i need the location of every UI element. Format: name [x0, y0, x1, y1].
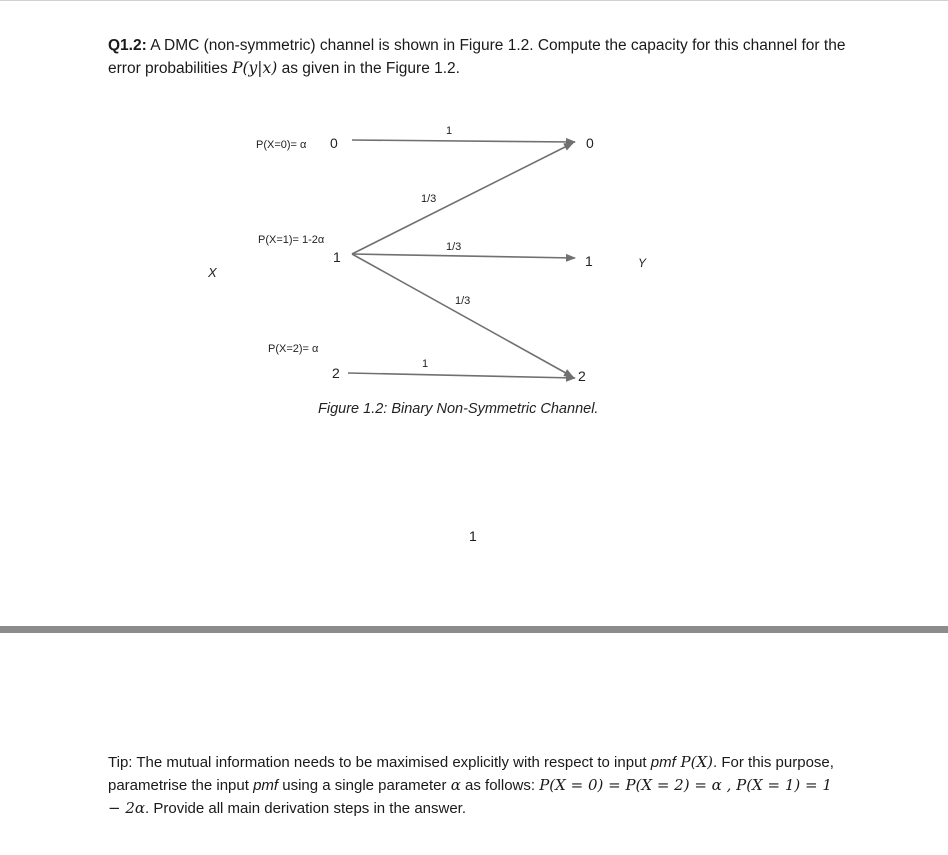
edge-label-2-2: 1 — [422, 358, 429, 370]
output-symbol-0: 0 — [586, 135, 594, 151]
input-prob-0: P(X=0)= α — [256, 139, 307, 151]
edge-label-0-0: 1 — [446, 125, 453, 137]
edge-label-1-1: 1/3 — [446, 241, 462, 253]
question-math: P(y|x) — [232, 59, 278, 77]
tip-part: as follows: — [460, 777, 540, 794]
input-variable-label: X — [208, 265, 217, 280]
edge-2-2 — [348, 373, 575, 378]
input-symbol-2: 2 — [332, 365, 340, 381]
output-symbol-2: 2 — [578, 368, 586, 384]
edge-1-2 — [352, 254, 573, 377]
page-separator — [0, 626, 948, 633]
output-variable-label: Y — [638, 256, 647, 270]
tip-pmf: pmf — [650, 754, 676, 771]
page-number: 1 — [469, 528, 477, 544]
edge-label-1-2: 1/3 — [455, 295, 471, 307]
edge-0-0 — [352, 140, 575, 142]
input-prob-2: P(X=2)= α — [268, 343, 319, 355]
tip-math: P(X) — [675, 753, 714, 771]
tip-part: using a single parameter — [278, 777, 451, 794]
question-body: A DMC (non-symmetric) channel is shown in Figure 1.2. Compute the capacity for this channel for the error probabilities — [108, 37, 846, 77]
tip-text — [108, 751, 848, 820]
tip-pmf: pmf — [253, 777, 279, 794]
question-label: Q1.2: — [108, 37, 147, 54]
question-body-end: as given in the Figure 1.2. — [277, 60, 460, 77]
edge-1-0 — [352, 143, 573, 254]
output-symbol-1: 1 — [585, 253, 593, 269]
tip-math: P(X = 0) = P(X = 2) = α , P(X = 1) = 1 − 2α — [108, 776, 832, 817]
tip-part: Tip: The mutual information needs to be maximised explicitly with respect to input — [108, 754, 651, 771]
input-symbol-1: 1 — [333, 249, 341, 265]
tip-part: . Provide all main derivation steps in the answer. — [145, 800, 467, 817]
tip-alpha: α — [450, 776, 461, 794]
input-symbol-0: 0 — [330, 135, 338, 151]
edge-1-1 — [352, 254, 575, 258]
input-prob-1: P(X=1)= 1-2α — [258, 234, 325, 246]
figure-caption: Figure 1.2: Binary Non-Symmetric Channel. — [318, 401, 599, 417]
edge-label-1-0: 1/3 — [421, 193, 437, 205]
tip-part: . For this purpose, parametrise the input — [108, 754, 834, 794]
